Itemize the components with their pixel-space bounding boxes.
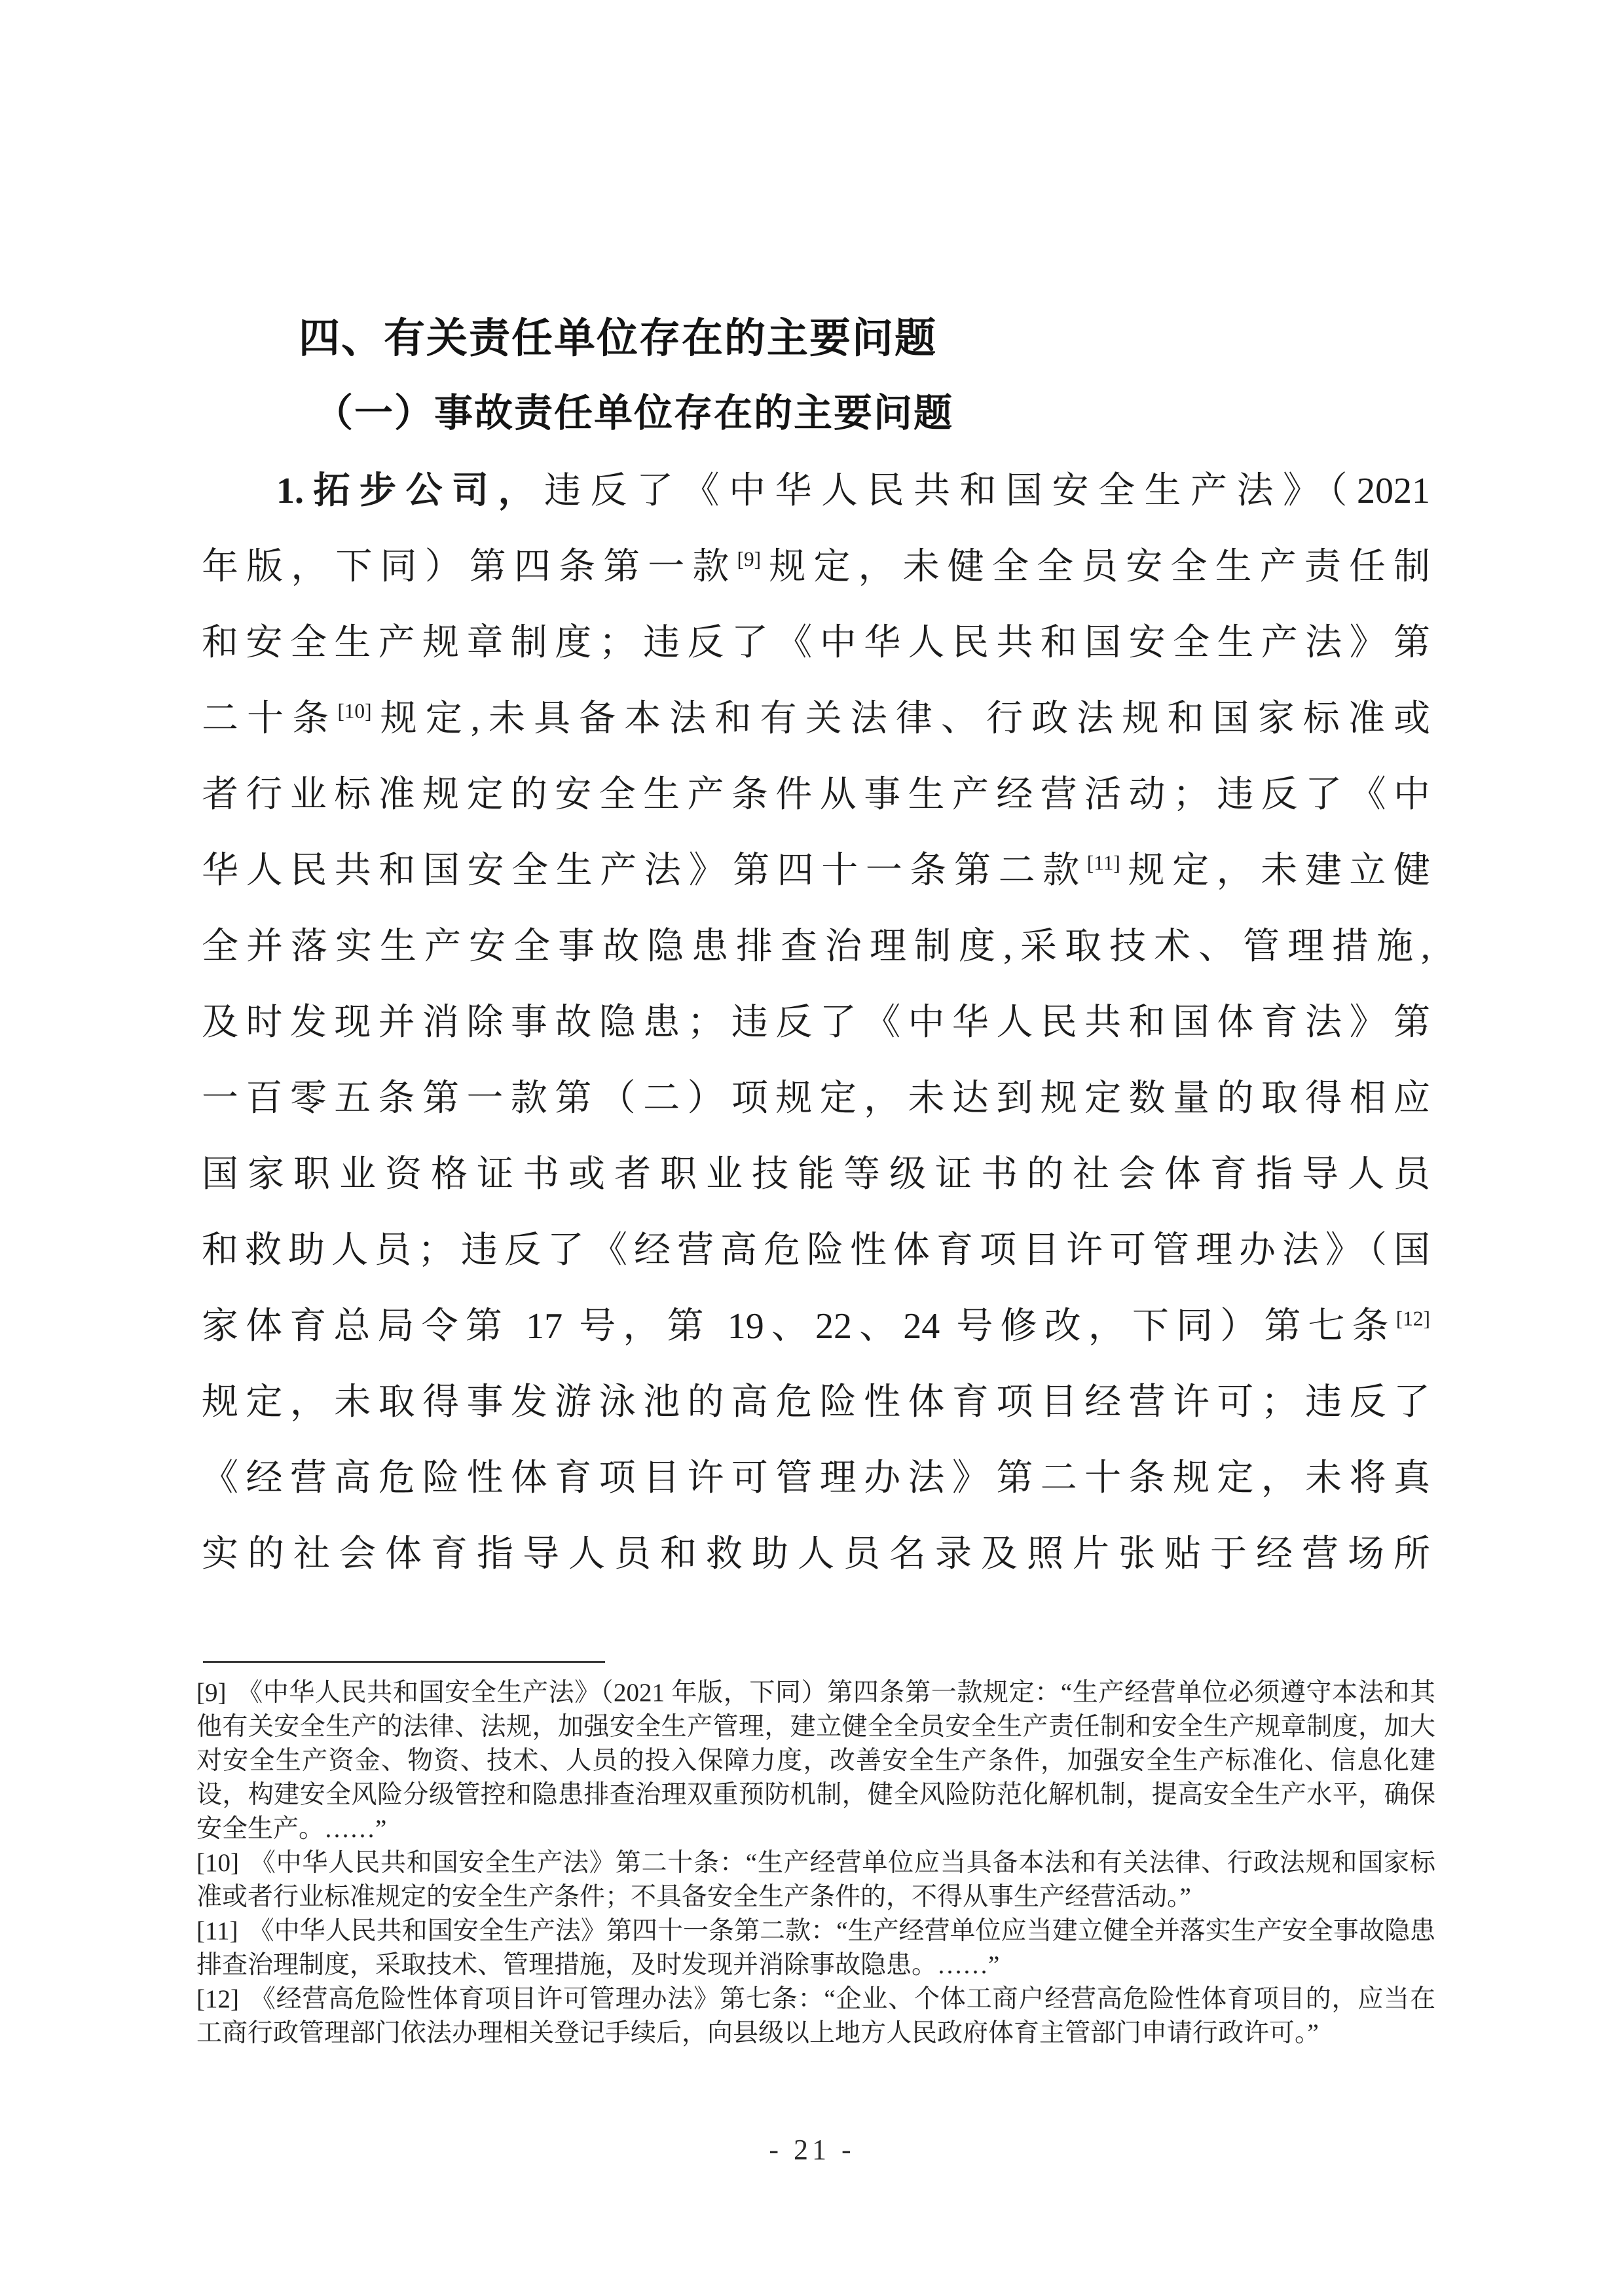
footnote-marker: [9] [196,1679,227,1707]
footnote-marker: [11] [196,1917,238,1945]
footnote [196,1982,1435,2050]
body-text: 违反了《中华人民共和国安全生产法》（2021 [544,471,1430,511]
footnote [196,1846,1435,1914]
footnote-ref: [11] [1086,851,1120,875]
body-line [202,529,1430,605]
footnote [196,1914,1435,1982]
body-text: 一百零五条第一款第（二）项规定，未达到规定数量的取得相应 [202,1078,1430,1119]
body-text: 规定，未健全全员安全生产责任制 [761,547,1431,587]
body-text: 《经营高危险性体育项目许可管理办法》第二十条规定，未将真 [202,1458,1430,1499]
body-line [202,985,1430,1061]
section-heading: 四、有关责任单位存在的主要问题 [299,316,937,361]
footnote-text: 《中华人民共和国安全生产法》（2021 年版，下同）第四条第一款规定：“生产经营单位必须遵守本法和其他有关安全生产的法律、法规，加强安全生产管理，建立健全全员安全生产责任制和安全生产规章制度，加大对安全生产资金、物资、技术、人员的投入保障力度，改善安全生产条件，加强安全生产标准化、信息化建设，构建安全风险分级管控和隐患排查治理双重预防机制，健全风险防范化解机制，提高安全生产水平，确保安全生产。……” [196,1679,1435,1843]
body-text: 及时发现并消除事故隐患；违反了《中华人民共和国体育法》第 [202,1002,1430,1043]
body-text: 规定，未建立健 [1120,850,1431,891]
body-line [202,1288,1430,1364]
body-paragraph [202,453,1430,1592]
footnote [196,1676,1435,1846]
body-line [202,1061,1430,1137]
body-text: 和安全生产规章制度；违反了《中华人民共和国安全生产法》第 [202,623,1430,663]
body-text: 国家职业资格证书或者职业技能等级证书的社会体育指导人员 [202,1154,1430,1195]
footnote-text: 《经营高危险性体育项目许可管理办法》第七条：“企业、个体工商户经营高危险性体育项目的，应当在工商行政管理部门依法办理相关登记手续后，向县级以上地方人民政府体育主管部门申请行政许可。” [196,1985,1435,2047]
body-line [202,909,1430,985]
body-line [202,1516,1430,1592]
body-text: 全并落实生产安全事故隐患排查治理制度,采取技术、管理措施, [202,926,1430,967]
body-line [202,1137,1430,1212]
body-text: 华人民共和国安全生产法》第四十一条第二款 [202,850,1087,891]
body-text: 实的社会体育指导人员和救助人员名录及照片张贴于经营场所 [202,1534,1430,1575]
body-line [202,1212,1430,1288]
footnote-ref: [9] [737,547,762,571]
main-text-column [202,301,1430,1592]
footnote-ref: [10] [337,699,372,723]
body-text: 规定,未具备本法和有关法律、行政法规和国家标准或 [371,699,1431,739]
page-number: - 21 - [769,2134,855,2166]
body-line [202,681,1430,757]
footnote-list [196,1676,1435,2050]
body-text: 年版，下同）第四条第一款 [202,547,737,587]
body-text: 二十条 [202,699,338,739]
body-text: 1.拓步公司， [276,471,544,511]
body-text: 者行业标准规定的安全生产条件从事生产经营活动；违反了《中 [202,774,1430,815]
body-text: 规定，未取得事发游泳池的高危险性体育项目经营许可；违反了 [202,1382,1430,1423]
subsection-heading: （一）事故责任单位存在的主要问题 [314,392,954,435]
footnote-text: 《中华人民共和国安全生产法》第二十条：“生产经营单位应当具备本法和有关法律、行政法规和国家标准或者行业标准规定的安全生产条件；不具备安全生产条件的，不得从事生产经营活动。” [196,1849,1435,1911]
body-line [202,1364,1430,1440]
footnote-marker: [12] [196,1985,239,2013]
body-line [202,605,1430,681]
body-text: 家体育总局令第 17 号，第 19、22、24 号修改，下同）第七条 [202,1306,1396,1347]
body-line [202,757,1430,833]
body-line [202,833,1430,909]
footnote-text: 《中华人民共和国安全生产法》第四十一条第二款：“生产经营单位应当建立健全并落实生产安全事故隐患排查治理制度，采取技术、管理措施，及时发现并消除事故隐患。……” [196,1917,1435,1979]
body-line [202,453,1430,529]
body-text: 和救助人员；违反了《经营高危险性体育项目许可管理办法》（国 [202,1230,1430,1271]
body-line [202,1440,1430,1516]
footnote-separator [203,1661,605,1663]
footnote-marker: [10] [196,1849,239,1877]
footnote-ref: [12] [1395,1307,1430,1330]
